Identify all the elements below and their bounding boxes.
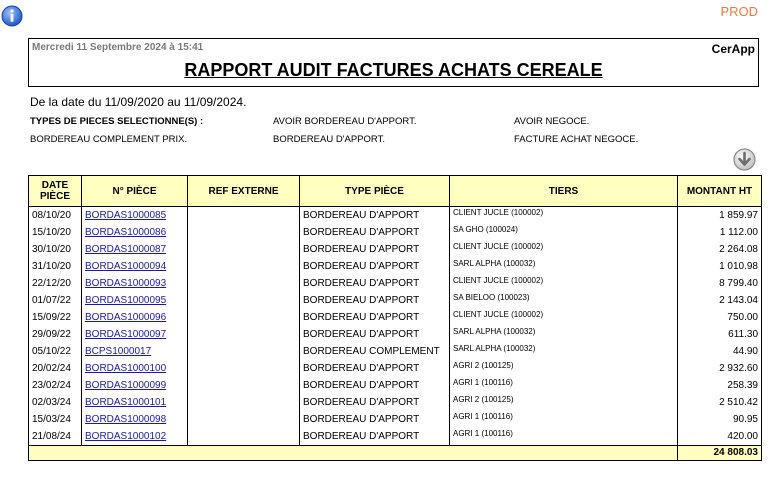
cell-piece [82, 428, 188, 446]
piece-link[interactable]: BORDAS1000101 [85, 397, 167, 408]
table-header-row [29, 176, 762, 207]
table-row [29, 292, 762, 309]
cell-type: BORDEREAU D'APPORT [300, 377, 450, 394]
report-datetime: Mercredi 11 Septembre 2024 à 15:41 [32, 42, 204, 53]
date-range: De la date du 11/09/2020 au 11/09/2024. [30, 95, 247, 109]
cell-piece [82, 377, 188, 394]
cell-type: BORDEREAU D'APPORT [300, 309, 450, 326]
cell-amount: 1 859.97 [678, 207, 762, 225]
cell-ref-externe [188, 224, 300, 241]
cell-amount: 44.90 [678, 343, 762, 360]
cell-tiers: CLIENT JUCLE (100002) [450, 207, 678, 225]
cell-amount: 2 264.08 [678, 241, 762, 258]
cell-ref-externe [188, 326, 300, 343]
cell-date: 31/10/20 [29, 258, 82, 275]
cell-type: BORDEREAU COMPLEMENT [300, 343, 450, 360]
piece-link[interactable]: BORDAS1000085 [85, 210, 167, 221]
cell-piece [82, 275, 188, 292]
cell-ref-externe [188, 292, 300, 309]
piece-link[interactable]: BORDAS1000093 [85, 278, 167, 289]
piece-link[interactable]: BORDAS1000098 [85, 414, 167, 425]
cell-piece [82, 411, 188, 428]
cell-piece [82, 292, 188, 309]
cell-date: 01/07/22 [29, 292, 82, 309]
cell-ref-externe [188, 428, 300, 446]
table-row [29, 360, 762, 377]
cell-ref-externe [188, 343, 300, 360]
cell-ref-externe [188, 411, 300, 428]
cell-ref-externe [188, 241, 300, 258]
cell-piece [82, 309, 188, 326]
cell-tiers: SA GHO (100024) [450, 224, 678, 241]
total-row [29, 446, 762, 461]
table-row [29, 428, 762, 446]
cell-tiers: AGRI 1 (100116) [450, 411, 678, 428]
cell-amount: 8 799.40 [678, 275, 762, 292]
column-header-ref: REF EXTERNE [188, 176, 300, 207]
cell-ref-externe [188, 394, 300, 411]
piece-link[interactable]: BORDAS1000087 [85, 244, 167, 255]
cell-ref-externe [188, 275, 300, 292]
cell-piece [82, 258, 188, 275]
cell-type: BORDEREAU D'APPORT [300, 241, 450, 258]
table-row [29, 343, 762, 360]
cell-amount: 611.30 [678, 326, 762, 343]
column-header-date: DATE PIÈCE [29, 176, 82, 207]
piece-type-item: FACTURE ACHAT NEGOCE. [514, 134, 639, 145]
column-header-tiers: TIERS [450, 176, 678, 207]
cell-date: 22/12/20 [29, 275, 82, 292]
table-row [29, 411, 762, 428]
table-row [29, 326, 762, 343]
piece-link[interactable]: BCPS1000017 [85, 346, 152, 357]
cell-tiers: SARL ALPHA (100032) [450, 326, 678, 343]
cell-amount: 2 143.04 [678, 292, 762, 309]
total-spacer [29, 446, 678, 461]
cell-tiers: AGRI 1 (100116) [450, 428, 678, 446]
cell-tiers: AGRI 2 (100125) [450, 394, 678, 411]
piece-link[interactable]: BORDAS1000099 [85, 380, 167, 391]
cell-piece [82, 360, 188, 377]
cell-type: BORDEREAU D'APPORT [300, 411, 450, 428]
table-row [29, 224, 762, 241]
cell-amount: 750.00 [678, 309, 762, 326]
cell-date: 05/10/22 [29, 343, 82, 360]
cell-type: BORDEREAU D'APPORT [300, 207, 450, 225]
table-row [29, 309, 762, 326]
cell-piece [82, 343, 188, 360]
cell-tiers: CLIENT JUCLE (100002) [450, 309, 678, 326]
cell-type: BORDEREAU D'APPORT [300, 394, 450, 411]
piece-link[interactable]: BORDAS1000100 [85, 363, 167, 374]
table-row [29, 241, 762, 258]
piece-link[interactable]: BORDAS1000095 [85, 295, 167, 306]
invoice-table [28, 175, 762, 461]
cell-piece [82, 326, 188, 343]
cell-ref-externe [188, 309, 300, 326]
cell-tiers: AGRI 2 (100125) [450, 360, 678, 377]
piece-link[interactable]: BORDAS1000096 [85, 312, 167, 323]
cell-date: 15/03/24 [29, 411, 82, 428]
cell-tiers: SARL ALPHA (100032) [450, 258, 678, 275]
cell-piece [82, 241, 188, 258]
cell-date: 30/10/20 [29, 241, 82, 258]
cell-amount: 1 112.00 [678, 224, 762, 241]
cell-type: BORDEREAU D'APPORT [300, 326, 450, 343]
table-row [29, 394, 762, 411]
piece-type-item: BORDEREAU COMPLEMENT PRIX. [30, 134, 188, 145]
cell-piece [82, 394, 188, 411]
cell-type: BORDEREAU D'APPORT [300, 428, 450, 446]
cell-ref-externe [188, 207, 300, 225]
cell-date: 20/02/24 [29, 360, 82, 377]
download-arrow-icon[interactable] [733, 148, 756, 171]
cell-amount: 90.95 [678, 411, 762, 428]
cell-amount: 2 510.42 [678, 394, 762, 411]
cell-piece [82, 207, 188, 225]
cell-date: 08/10/20 [29, 207, 82, 225]
cell-date: 15/09/22 [29, 309, 82, 326]
piece-link[interactable]: BORDAS1000086 [85, 227, 167, 238]
cell-date: 02/03/24 [29, 394, 82, 411]
piece-type-item: BORDEREAU D'APPORT. [273, 134, 385, 145]
piece-link[interactable]: BORDAS1000094 [85, 261, 167, 272]
table-row [29, 207, 762, 225]
cell-ref-externe [188, 377, 300, 394]
column-header-amount: MONTANT HT [678, 176, 762, 207]
cell-tiers: CLIENT JUCLE (100002) [450, 241, 678, 258]
cell-amount: 1 010.98 [678, 258, 762, 275]
cell-date: 29/09/22 [29, 326, 82, 343]
column-header-piece: N° PIÈCE [82, 176, 188, 207]
piece-types-label: TYPES DE PIECES SELECTIONNE(S) : [30, 116, 204, 127]
cell-tiers: SARL ALPHA (100032) [450, 343, 678, 360]
cell-type: BORDEREAU D'APPORT [300, 224, 450, 241]
cell-tiers: SA BIELOO (100023) [450, 292, 678, 309]
cell-amount: 420.00 [678, 428, 762, 446]
table-row [29, 377, 762, 394]
cell-ref-externe [188, 360, 300, 377]
piece-link[interactable]: BORDAS1000097 [85, 329, 167, 340]
piece-link[interactable]: BORDAS1000102 [85, 431, 167, 442]
cell-piece [82, 224, 188, 241]
column-header-type: TYPE PIÈCE [300, 176, 450, 207]
cell-type: BORDEREAU D'APPORT [300, 258, 450, 275]
cell-date: 23/02/24 [29, 377, 82, 394]
total-amount: 24 808.03 [678, 446, 762, 461]
cell-ref-externe [188, 258, 300, 275]
table-row [29, 258, 762, 275]
cell-tiers: CLIENT JUCLE (100002) [450, 275, 678, 292]
report-header [28, 38, 759, 87]
report-title: RAPPORT AUDIT FACTURES ACHATS CEREALE [184, 60, 603, 80]
info-icon[interactable] [1, 5, 23, 27]
cell-type: BORDEREAU D'APPORT [300, 360, 450, 377]
cell-date: 21/08/24 [29, 428, 82, 446]
cell-amount: 2 932.60 [678, 360, 762, 377]
cell-date: 15/10/20 [29, 224, 82, 241]
cell-amount: 258.39 [678, 377, 762, 394]
cell-tiers: AGRI 1 (100116) [450, 377, 678, 394]
table-row [29, 275, 762, 292]
app-name: CerApp [711, 42, 755, 56]
piece-type-item: AVOIR BORDEREAU D'APPORT. [273, 116, 417, 127]
piece-type-item: AVOIR NEGOCE. [514, 116, 590, 127]
environment-label: PROD [720, 4, 758, 19]
cell-type: BORDEREAU D'APPORT [300, 292, 450, 309]
cell-type: BORDEREAU D'APPORT [300, 275, 450, 292]
